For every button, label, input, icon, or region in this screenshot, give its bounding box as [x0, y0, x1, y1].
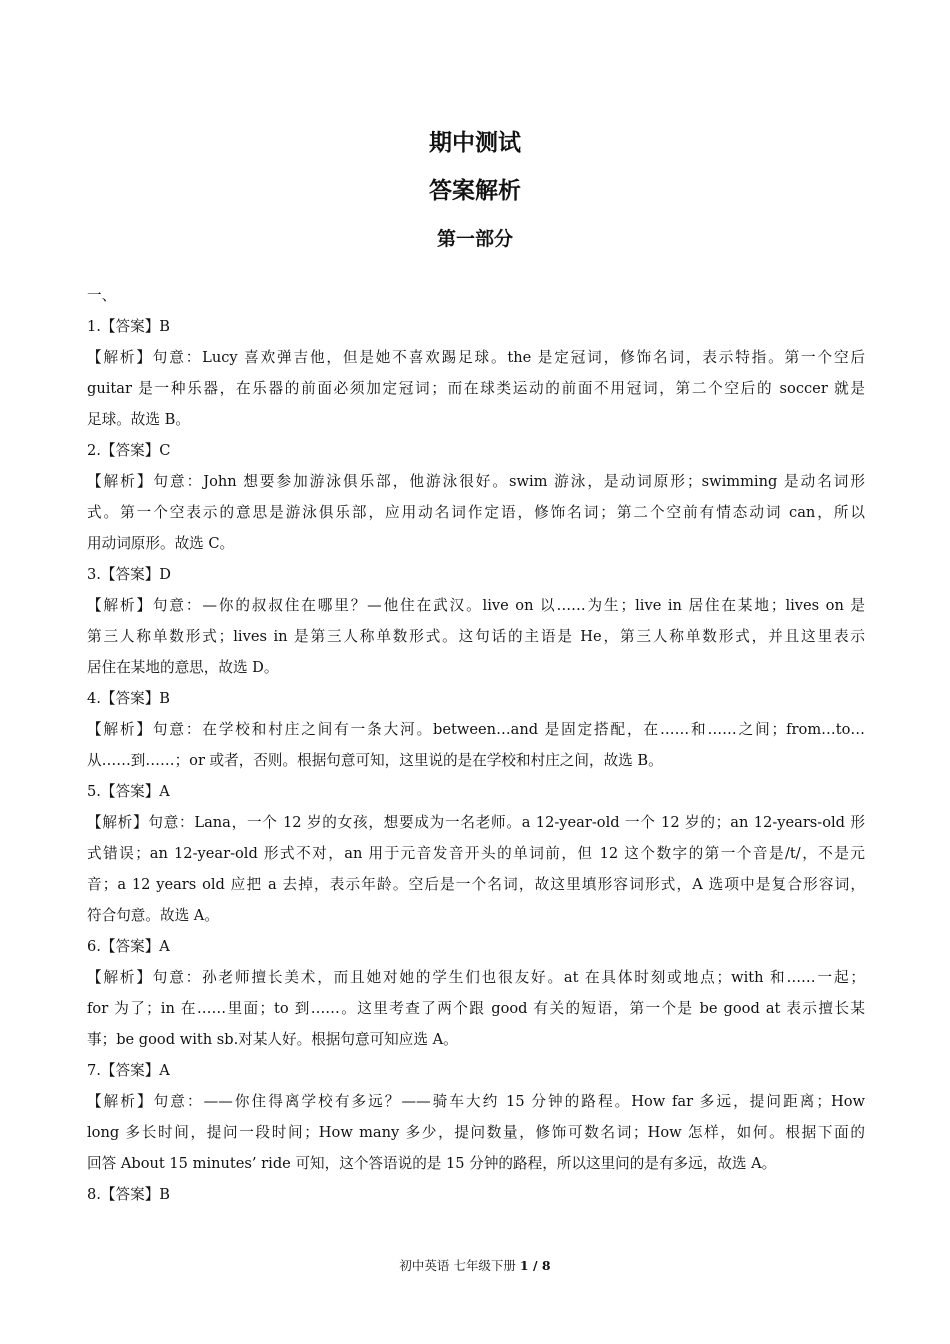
answer-line: 8.【答案】B — [87, 1186, 171, 1203]
answer-line: 5.【答案】A — [87, 783, 170, 800]
explanation-line: 【解析】句意：Lucy 喜欢弹吉他，但是她不喜欢踢足球。the 是定冠词，修饰名词，表示特指。第一个空后 — [87, 349, 865, 366]
explanation-line: guitar 是一种乐器，在乐器的前面必须加定冠词；而在球类运动的前面不用冠词，第二个空后的 soccer 就是 — [87, 380, 865, 397]
page-footer — [0, 1256, 950, 1274]
explanation-line: 式错误；an 12-year-old 形式不对，an 用于元音发音开头的单词前，但 12 这个数字的第一个音是/t/，不是元 — [87, 845, 865, 862]
explanation-line: 【解析】句意：John 想要参加游泳俱乐部，他游泳很好。swim 游泳，是动词原形；swimming 是动名词形 — [87, 473, 865, 490]
explanation-line: 居住在某地的意思，故选 D。 — [87, 659, 279, 676]
explanation-line: long 多长时间，提问一段时间；How many 多少，提问数量，修饰可数名词；How 怎样，如何。根据下面的 — [87, 1124, 865, 1141]
explanation-line: 【解析】句意：—你的叔叔住在哪里？—他住在武汉。live on 以……为生；live in 居住在某地；lives on 是 — [87, 597, 865, 614]
explanation-line: 【解析】句意：Lana，一个 12 岁的女孩，想要成为一名老师。a 12-year-old 一个 12 岁的；an 12-years-old 形 — [87, 814, 865, 831]
footer-course: 初中英语 七年级下册 — [399, 1258, 516, 1273]
answer-line: 2.【答案】C — [87, 442, 171, 459]
page-subtitle: 答案解析 — [429, 178, 521, 204]
explanation-line: 音；a 12 years old 应把 a 去掉，表示年龄。空后是一个名词，故这里填形容词形式，A 选项中是复合形容词， — [87, 876, 865, 893]
page-title: 期中测试 — [429, 130, 521, 156]
answer-body — [87, 280, 865, 1210]
answer-line: 4.【答案】B — [87, 690, 171, 707]
part-label: 一、 — [87, 287, 117, 304]
answer-line: 3.【答案】D — [87, 566, 171, 583]
explanation-line: 符合句意。故选 A。 — [87, 907, 219, 924]
explanation-line: 回答 About 15 minutes’ ride 可知，这个答语说的是 15 分钟的路程，所以这里问的是有多远，故选 A。 — [87, 1155, 777, 1172]
explanation-line: 足球。故选 B。 — [87, 411, 190, 428]
explanation-line: 【解析】句意：——你住得离学校有多远？——骑车大约 15 分钟的路程。How far 多远，提问距离；How — [87, 1093, 865, 1110]
explanation-line: 从……到……；or 或者，否则。根据句意可知，这里说的是在学校和村庄之间，故选 B。 — [87, 752, 663, 769]
answer-line: 6.【答案】A — [87, 938, 170, 955]
footer-page-number: 1 / 8 — [519, 1258, 551, 1273]
section-heading: 第一部分 — [436, 228, 513, 250]
answer-line: 7.【答案】A — [87, 1062, 170, 1079]
explanation-line: 【解析】句意：在学校和村庄之间有一条大河。between…and 是固定搭配，在……和……之间；from…to… — [87, 721, 865, 738]
explanation-line: 事；be good with sb.对某人好。根据句意可知应选 A。 — [87, 1031, 458, 1048]
explanation-line: 第三人称单数形式；lives in 是第三人称单数形式。这句话的主语是 He，第三人称单数形式，并且这里表示 — [87, 628, 865, 645]
explanation-line: for 为了；in 在……里面；to 到……。这里考查了两个跟 good 有关的短语，第一个是 be good at 表示擅长某 — [87, 1000, 865, 1017]
explanation-line: 用动词原形。故选 C。 — [87, 535, 235, 552]
explanation-line: 【解析】句意：孙老师擅长美术，而且她对她的学生们也很友好。at 在具体时刻或地点；with 和……一起； — [87, 969, 865, 986]
answer-line: 1.【答案】B — [87, 318, 171, 335]
explanation-line: 式。第一个空表示的意思是游泳俱乐部，应用动名词作定语，修饰名词；第二个空前有情态动词 can，所以 — [87, 504, 865, 521]
